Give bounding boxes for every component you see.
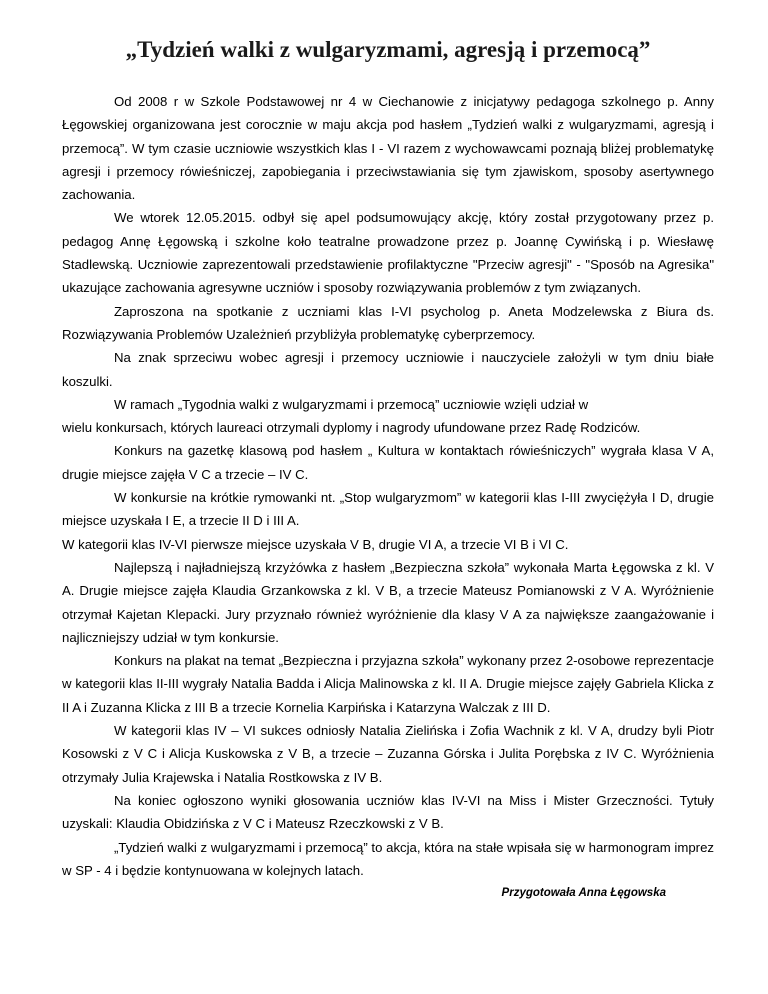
author-signature: Przygotowała Anna Łęgowska — [501, 887, 666, 900]
paragraph-contests-laureates: wielu konkursach, których laureaci otrzymali dyplomy i nagrody ufundowane przez Radę Rodziców. — [62, 420, 641, 436]
paragraph-poster-contest: Konkurs na plakat na temat „Bezpieczna i przyjazna szkoła” wykonany przez 2-osobowe reprezentacje w kategorii klas II-III wygrały Natalia Badda i Alicja Malinowska z kl. II A. Drugie miejsce zajęły Gabriela Klicka z II A i Zuzanna Klicka z III B a trzecie Kornelia Karpińska i Katarzyna Walczak z III D. — [62, 653, 714, 715]
paragraph-miss-mister: Na koniec ogłoszono wyniki głosowania uczniów klas IV-VI na Miss i Mister Grzeczności. Tytuły uzyskali: Klaudia Obidzińska z V C i Mateusz Rzeczkowski z V B. — [62, 792, 714, 832]
document-title: „Tydzień walki z wulgaryzmami, agresją i przemocą” — [125, 37, 651, 62]
paragraph-rhymes-older: W kategorii klas IV-VI pierwsze miejsce uzyskała V B, drugie VI A, a trzecie VI B i VI C. — [62, 536, 569, 552]
paragraph-rhymes-contest: W konkursie na krótkie rymowanki nt. „Stop wulgaryzmom” w kategorii klas I-III zwyciężyła I D, drugie miejsce uzyskała I E, a trzecie II D i III A. — [62, 490, 714, 529]
paragraph-closing: „Tydzień walki z wulgaryzmami i przemocą” to akcja, która na stałe wpisała się w harmonogram imprez w SP - 4 i będzie kontynuowana w kolejnych latach. — [62, 839, 714, 878]
paragraph-contests-intro: W ramach „Tygodnia walki z wulgaryzmami i przemocą” uczniowie wzięli udział w — [114, 396, 589, 412]
paragraph-newspaper-contest: Konkurs na gazetkę klasową pod hasłem „ Kultura w kontaktach rówieśniczych” wygrała klasa V A, drugie miejsce zajęła V C a trzecie – IV C. — [62, 443, 714, 482]
paragraph-assembly: We wtorek 12.05.2015. odbył się apel podsumowujący akcję, który został przygotowany przez p. pedagog Annę Łęgowską i szkolne koło teatralne prowadzone przez p. Joannę Cywińską i p. Wiesławę Stadlewską. Uczniowie zaprezentowali przedstawienie profilaktyczne "Przeciw agresji" - "Sposób na Agresika" ukazujące zachowania agresywne uczniów i sposoby rozwiązywania problemów z tym związanych. — [62, 210, 714, 296]
paragraph-intro: Od 2008 r w Szkole Podstawowej nr 4 w Ciechanowie z inicjatywy pedagoga szkolnego p. Anny Łęgowskiej organizowana jest corocznie w maju akcja pod hasłem „Tydzień walki z wulgaryzmami, agresją i przemocą”. W tym czasie uczniowie wszystkich klas I - VI razem z wychowawcami poznają bliżej problematykę agresji i przemocy rówieśniczej, zapobiegania i przeciwstawiania się tym zjawiskom, sposoby asertywnego zachowania. — [62, 94, 714, 203]
document-page — [62, 36, 714, 902]
document-body — [62, 90, 714, 882]
paragraph-poster-older: W kategorii klas IV – VI sukces odniosły Natalia Zielińska i Zofia Wachnik z kl. V A, drudzy byli Piotr Kosowski z V C i Alicja Kuskowska z V B, a trzecie – Zuzanna Górska i Julita Porębska z IV C. Wyróżnienia otrzymały Julia Krajewska i Natalia Rostkowska z IV B. — [62, 723, 714, 785]
paragraph-white-shirts: Na znak sprzeciwu wobec agresji i przemocy uczniowie i nauczyciele założyli w tym dniu białe koszulki. — [62, 350, 714, 389]
paragraph-psychologist: Zaproszona na spotkanie z uczniami klas I-VI psycholog p. Aneta Modzelewska z Biura ds. Rozwiązywania Problemów Uzależnień przybliżyła problematykę cyberprzemocy. — [62, 303, 714, 342]
paragraph-crossword-contest: Najlepszą i najładniejszą krzyżówka z hasłem „Bezpieczna szkoła” wykonała Marta Łęgowska z kl. V A. Drugie miejsce zajęła Klaudia Grzankowska z kl. V B, a trzecie Mateusz Pomianowski z V A. Wyróżnienie otrzymał Kajetan Klepacki. Jury przyznało również wyróżnienie dla klasy V A za największe zaangażowanie i najliczniejszy udział w tym konkursie. — [62, 559, 714, 645]
